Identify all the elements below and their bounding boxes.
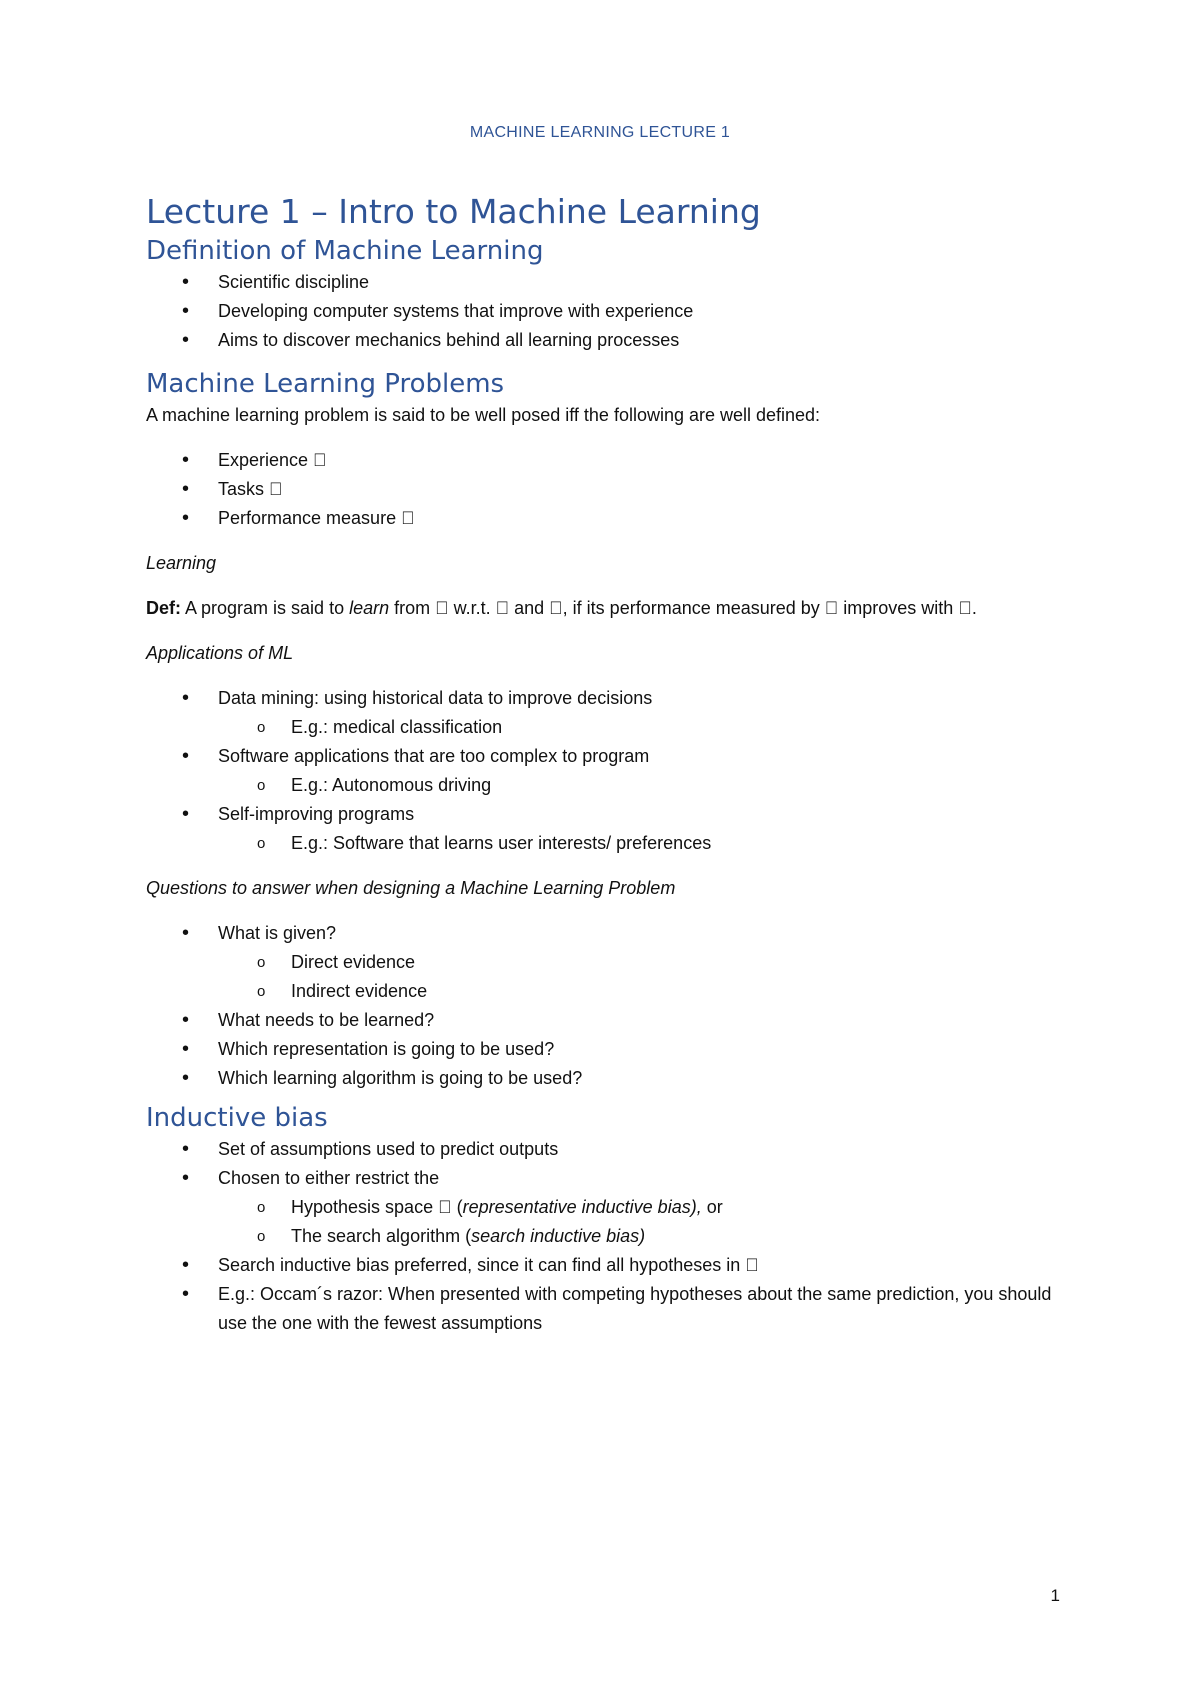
list-item: • What needs to be learned? bbox=[146, 1006, 1066, 1035]
list-item: • Scientific discipline bbox=[146, 268, 1066, 297]
def-learn-word: learn bbox=[349, 598, 390, 618]
page-title: Lecture 1 – Intro to Machine Learning bbox=[146, 192, 761, 231]
sub-list-item: o E.g.: medical classification bbox=[146, 713, 1066, 742]
sub-item-italic: representative inductive bias), bbox=[444, 1197, 684, 1217]
page-number: 1 bbox=[1050, 1586, 1060, 1605]
list-item: • What is given? bbox=[146, 919, 1066, 948]
questions-label: Questions to answer when designing a Machine Learning Problem bbox=[146, 878, 676, 898]
questions-list bbox=[146, 919, 1066, 1093]
list-item: • Data mining: using historical data to improve decisions bbox=[146, 684, 1066, 713]
list-item: • Chosen to either restrict the bbox=[146, 1164, 1066, 1193]
inductive-bias-list bbox=[146, 1135, 1066, 1338]
sub-list-item: o E.g.: Autonomous driving bbox=[146, 771, 1066, 800]
list-item: • E.g.: Occam´s razor: When presented with competing hypotheses about the same prediction, you should use the one with the fewest assumptions bbox=[146, 1280, 1066, 1338]
section-heading-definition: Definition of Machine Learning bbox=[146, 236, 544, 266]
sub-list-item: o Indirect evidence bbox=[146, 977, 1066, 1006]
section-heading-problems: Machine Learning Problems bbox=[146, 369, 505, 399]
list-item: • Search inductive bias preferred, since it can find all hypotheses in bbox=[146, 1251, 1066, 1280]
list-item: • Software applications that are too complex to program bbox=[146, 742, 1066, 771]
learning-label: Learning bbox=[146, 553, 217, 573]
problems-intro: A machine learning problem is said to be well posed iff the following are well defined: bbox=[146, 405, 821, 425]
list-item: • Developing computer systems that improve with experience bbox=[146, 297, 1066, 326]
sub-list-item: o Direct evidence bbox=[146, 948, 1066, 977]
sub-list-item bbox=[146, 1222, 1066, 1251]
sub-list-item bbox=[146, 1193, 1066, 1222]
list-item: • Which representation is going to be used? bbox=[146, 1035, 1066, 1064]
sub-item-text: The search algorithm ( bbox=[291, 1226, 472, 1246]
section-heading-inductive-bias: Inductive bias bbox=[146, 1103, 328, 1133]
def-label: Def: bbox=[146, 598, 181, 618]
list-item: • Experience bbox=[146, 446, 1066, 475]
def-text-end: from w.r.t. and , if its performance measured by improves with . bbox=[389, 598, 895, 618]
applications-label: Applications of ML bbox=[146, 643, 294, 663]
document-body bbox=[146, 190, 1066, 1338]
list-item: • Performance measure bbox=[146, 504, 1066, 533]
list-item: • Tasks bbox=[146, 475, 1066, 504]
list-item: • Self-improving programs bbox=[146, 800, 1066, 829]
list-item: • Set of assumptions used to predict outputs bbox=[146, 1135, 1066, 1164]
learning-definition bbox=[146, 594, 1066, 623]
applications-list bbox=[146, 684, 1066, 858]
problem-components-list bbox=[146, 446, 1066, 533]
sub-item-italic: search inductive bias) bbox=[471, 1226, 646, 1246]
sub-item-text: Hypothesis space ( bbox=[291, 1197, 445, 1217]
sub-list-item: o E.g.: Software that learns user interests/ preferences bbox=[146, 829, 1066, 858]
definition-list bbox=[146, 268, 1066, 355]
def-text: A program is said to bbox=[181, 598, 350, 618]
list-item: • Which learning algorithm is going to be used? bbox=[146, 1064, 1066, 1093]
list-item: • Aims to discover mechanics behind all learning processes bbox=[146, 326, 1066, 355]
running-header: MACHINE LEARNING LECTURE 1 bbox=[469, 124, 731, 141]
sub-item-text-end: or bbox=[683, 1197, 705, 1217]
